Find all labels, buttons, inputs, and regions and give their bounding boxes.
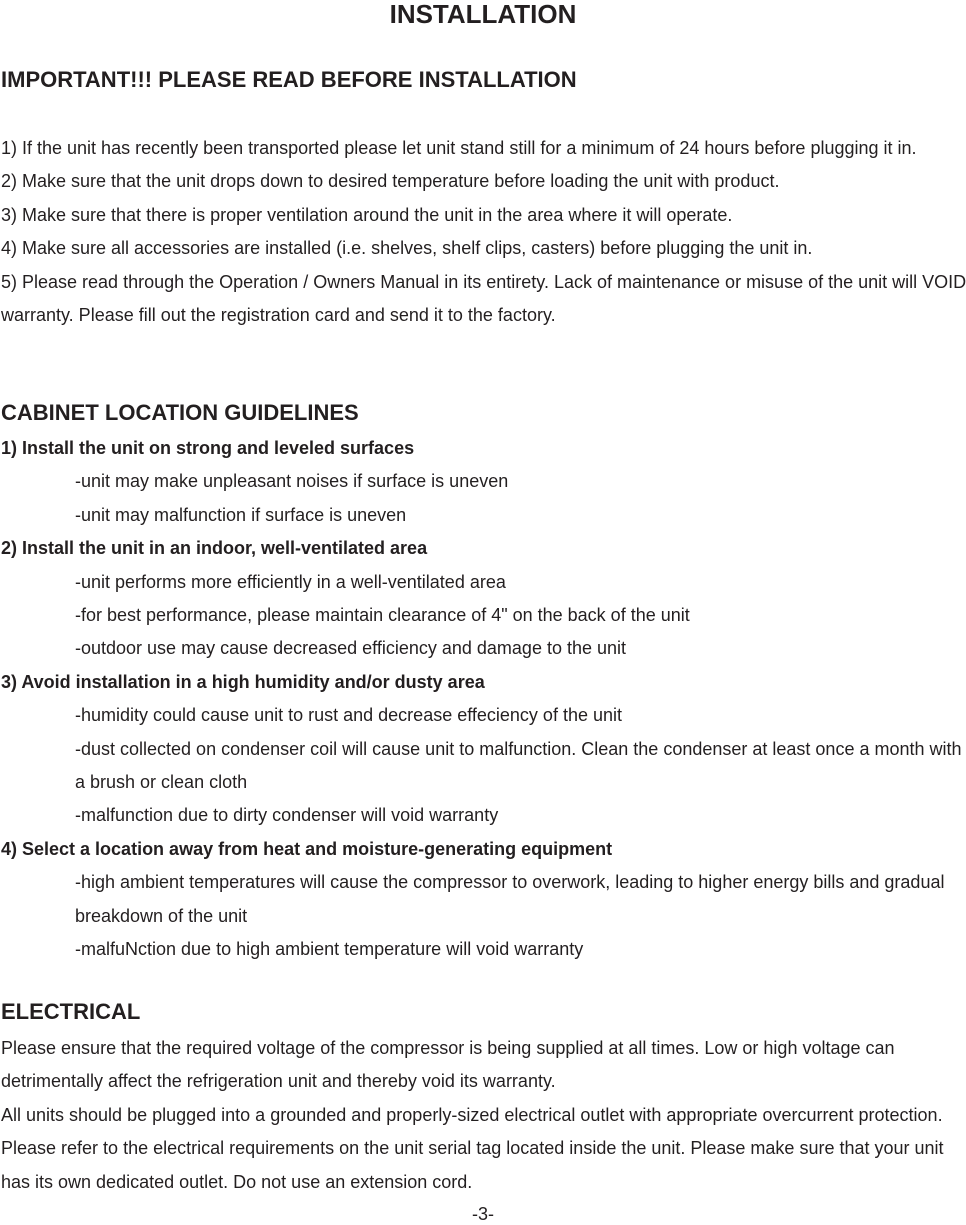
- electrical-body: [1, 1032, 966, 1199]
- guideline-3-detail-1: -humidity could cause unit to rust and decrease effeciency of the unit: [75, 705, 622, 726]
- cabinet-guidelines: [1, 432, 966, 967]
- guideline-3-detail-3: -malfunction due to dirty condenser will void warranty: [75, 805, 499, 826]
- electrical-paragraph-2: All units should be plugged into a grounded and properly-sized electrical outlet with appropriate overcurrent protection. Please refer to the electrical requirements on the unit serial tag located inside the unit. Please make sure that your unit has its own dedicated outlet. Do not use an extension cord.: [1, 1104, 944, 1192]
- guideline-3-title: 3) Avoid installation in a high humidity and/or dusty area: [1, 671, 485, 692]
- important-list: [1, 132, 966, 332]
- important-item-3: 3) Make sure that there is proper ventilation around the unit in the area where it will operate.: [1, 204, 733, 225]
- electrical-paragraph-1: Please ensure that the required voltage of the compressor is being supplied at all times. Low or high voltage can detrimentally affect the refrigeration unit and thereby void its warranty.: [1, 1038, 895, 1092]
- guideline-4-detail-1: -high ambient temperatures will cause the compressor to overwork, leading to higher energy bills and gradual breakdown of the unit: [75, 872, 945, 926]
- page-number: -3-: [472, 1204, 494, 1224]
- guideline-2-detail-2: -for best performance, please maintain clearance of 4" on the back of the unit: [75, 605, 690, 626]
- important-item-4: 4) Make sure all accessories are installed (i.e. shelves, shelf clips, casters) before plugging the unit in.: [1, 238, 813, 259]
- important-item-5: 5) Please read through the Operation / Owners Manual in its entirety. Lack of maintenance or misuse of the unit will VOID warranty. Please fill out the registration card and send it to the factory.: [1, 271, 966, 326]
- electrical-heading: ELECTRICAL: [1, 999, 141, 1024]
- guideline-4-detail-2: -malfuNction due to high ambient temperature will void warranty: [75, 939, 584, 960]
- guideline-1-detail-1: -unit may make unpleasant noises if surface is uneven: [75, 471, 509, 492]
- guideline-2-title: 2) Install the unit in an indoor, well-ventilated area: [1, 538, 428, 559]
- important-item-2: 2) Make sure that the unit drops down to desired temperature before loading the unit with product.: [1, 171, 780, 192]
- guideline-1-detail-2: -unit may malfunction if surface is uneven: [75, 504, 407, 525]
- guideline-1-title: 1) Install the unit on strong and leveled surfaces: [1, 438, 415, 458]
- guideline-4-title: 4) Select a location away from heat and moisture-generating equipment: [1, 838, 613, 859]
- page-title: INSTALLATION: [389, 0, 577, 29]
- guideline-2-detail-3: -outdoor use may cause decreased efficiency and damage to the unit: [75, 638, 627, 659]
- cabinet-heading: CABINET LOCATION GUIDELINES: [1, 400, 359, 425]
- guideline-2-detail-1: -unit performs more efficiently in a well-ventilated area: [75, 571, 506, 592]
- important-heading: IMPORTANT!!! PLEASE READ BEFORE INSTALLATION: [1, 67, 577, 92]
- important-item-1: 1) If the unit has recently been transported please let unit stand still for a minimum of 24 hours before plugging it in.: [1, 138, 917, 158]
- guideline-3-detail-2: -dust collected on condenser coil will cause unit to malfunction. Clean the condenser at least once a month with a brush or clean cloth: [75, 738, 962, 793]
